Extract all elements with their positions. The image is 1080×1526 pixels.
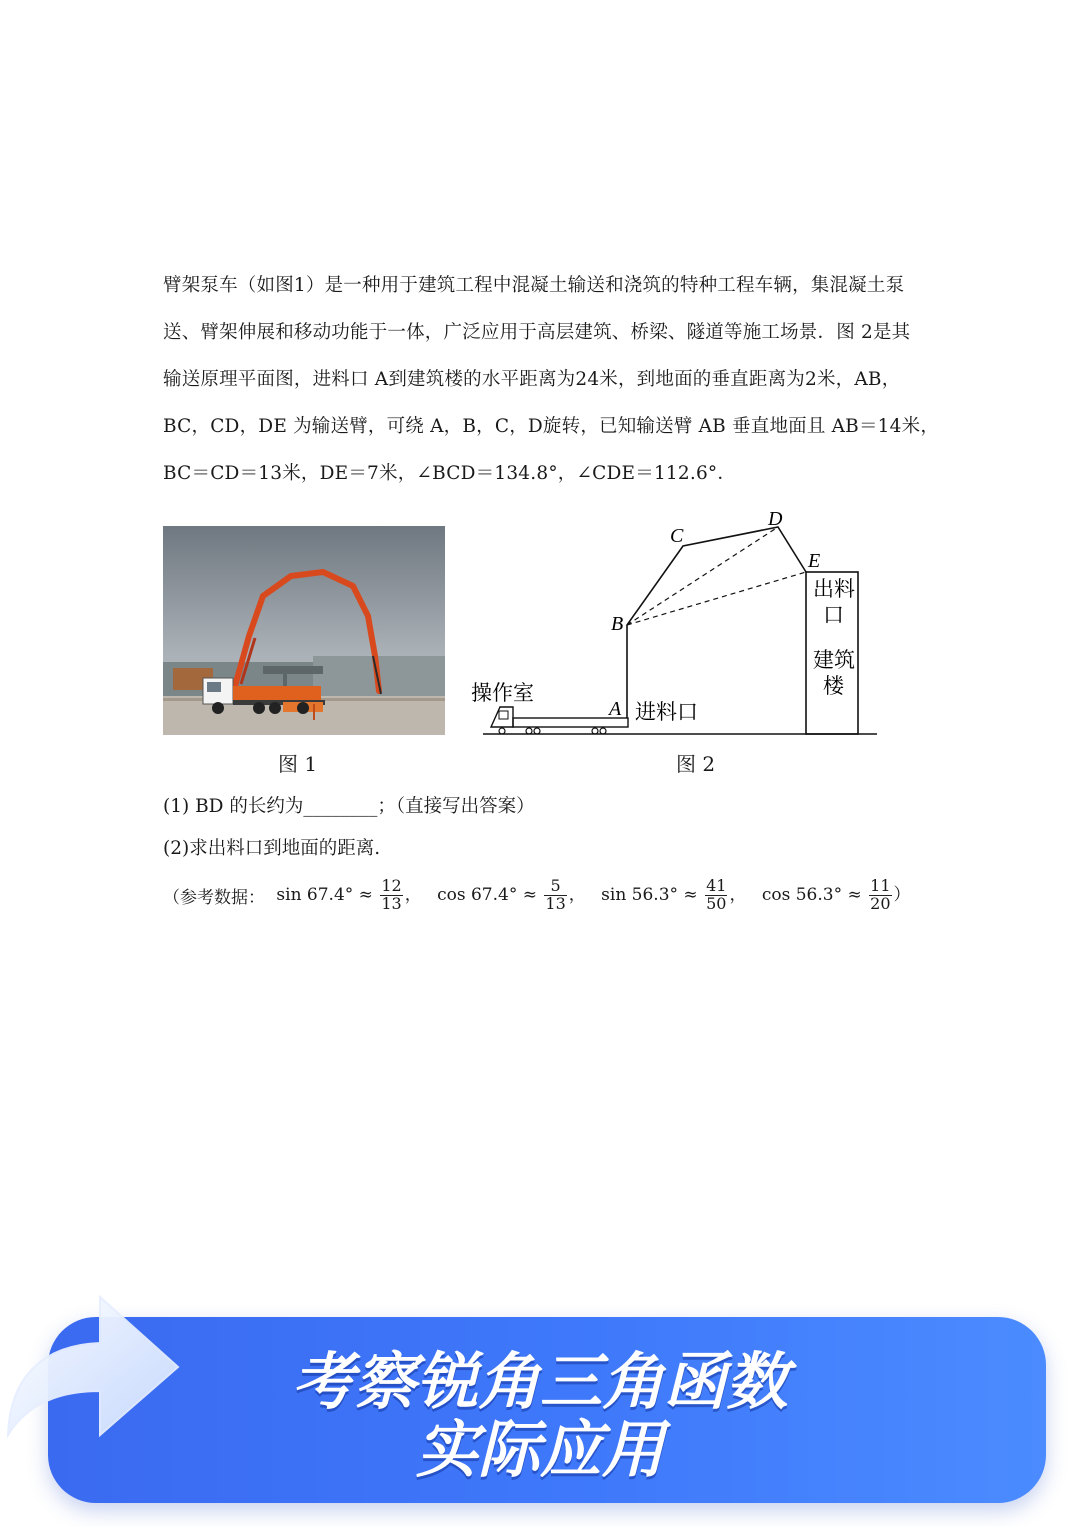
label-a: A <box>609 698 622 720</box>
reference-item: cos 56.3° ≈ $\frac{11}{20}$ ） <box>761 876 911 913</box>
label-control-room: 操作室 <box>471 681 534 705</box>
label-inlet: 进料口 <box>635 700 698 724</box>
label-outlet: 出料 <box>813 577 855 601</box>
label-building: 建筑 <box>813 648 855 672</box>
pump-truck-photo <box>163 526 445 735</box>
problem-statement <box>163 262 940 497</box>
reference-item: sin 67.4° ≈ $\frac{12}{13}$ ， <box>276 876 422 913</box>
reference-item: cos 67.4° ≈ $\frac{5}{13}$ ， <box>437 876 586 913</box>
label-e: E <box>808 550 821 572</box>
problem-line: BC＝CD＝13米，DE＝7米，∠BCD＝134.8°，∠CDE＝112.6°． <box>163 463 737 484</box>
conveying-arm <box>627 527 806 718</box>
question-2: (2)求出料口到地面的距离. <box>163 838 381 859</box>
control-room-shape <box>491 707 513 727</box>
label-c: C <box>670 525 684 547</box>
label-building: 楼 <box>823 674 844 698</box>
topic-banner <box>0 1285 1080 1526</box>
figure1-caption: 图 1 <box>278 752 318 776</box>
label-outlet: 口 <box>823 603 844 627</box>
conveying-diagram <box>465 505 885 754</box>
dashed-be <box>627 572 806 625</box>
problem-line: 臂架泵车（如图1）是一种用于建筑工程中混凝土输送和浇筑的特种工程车辆，集混凝土泵 <box>163 275 905 296</box>
label-b: B <box>611 613 624 635</box>
reference-data <box>163 878 921 913</box>
label-d: D <box>768 508 783 530</box>
question-1: (1) BD 的长约为________；（直接写出答案） <box>163 796 535 817</box>
problem-line: 送、臂架伸展和移动功能于一体，广泛应用于高层建筑、桥梁、隧道等施工场景．图 2是其 <box>163 322 911 343</box>
banner-title-line2: 实际应用 <box>415 1413 664 1486</box>
reference-prefix: （参考数据： <box>163 887 265 908</box>
problem-line: BC，CD，DE 为输送臂，可绕 A，B，C，D旋转，已知输送臂 AB 垂直地面且 AB＝14米， <box>163 416 940 437</box>
figure2-caption: 图 2 <box>676 752 716 776</box>
banner-title-line1: 考察锐角三角函数 <box>291 1345 788 1418</box>
problem-line: 输送原理平面图，进料口 A到建筑楼的水平距离为24米，到地面的垂直距离为2米，AB， <box>163 369 901 390</box>
reference-item: sin 56.3° ≈ $\frac{41}{50}$ ， <box>601 876 747 913</box>
